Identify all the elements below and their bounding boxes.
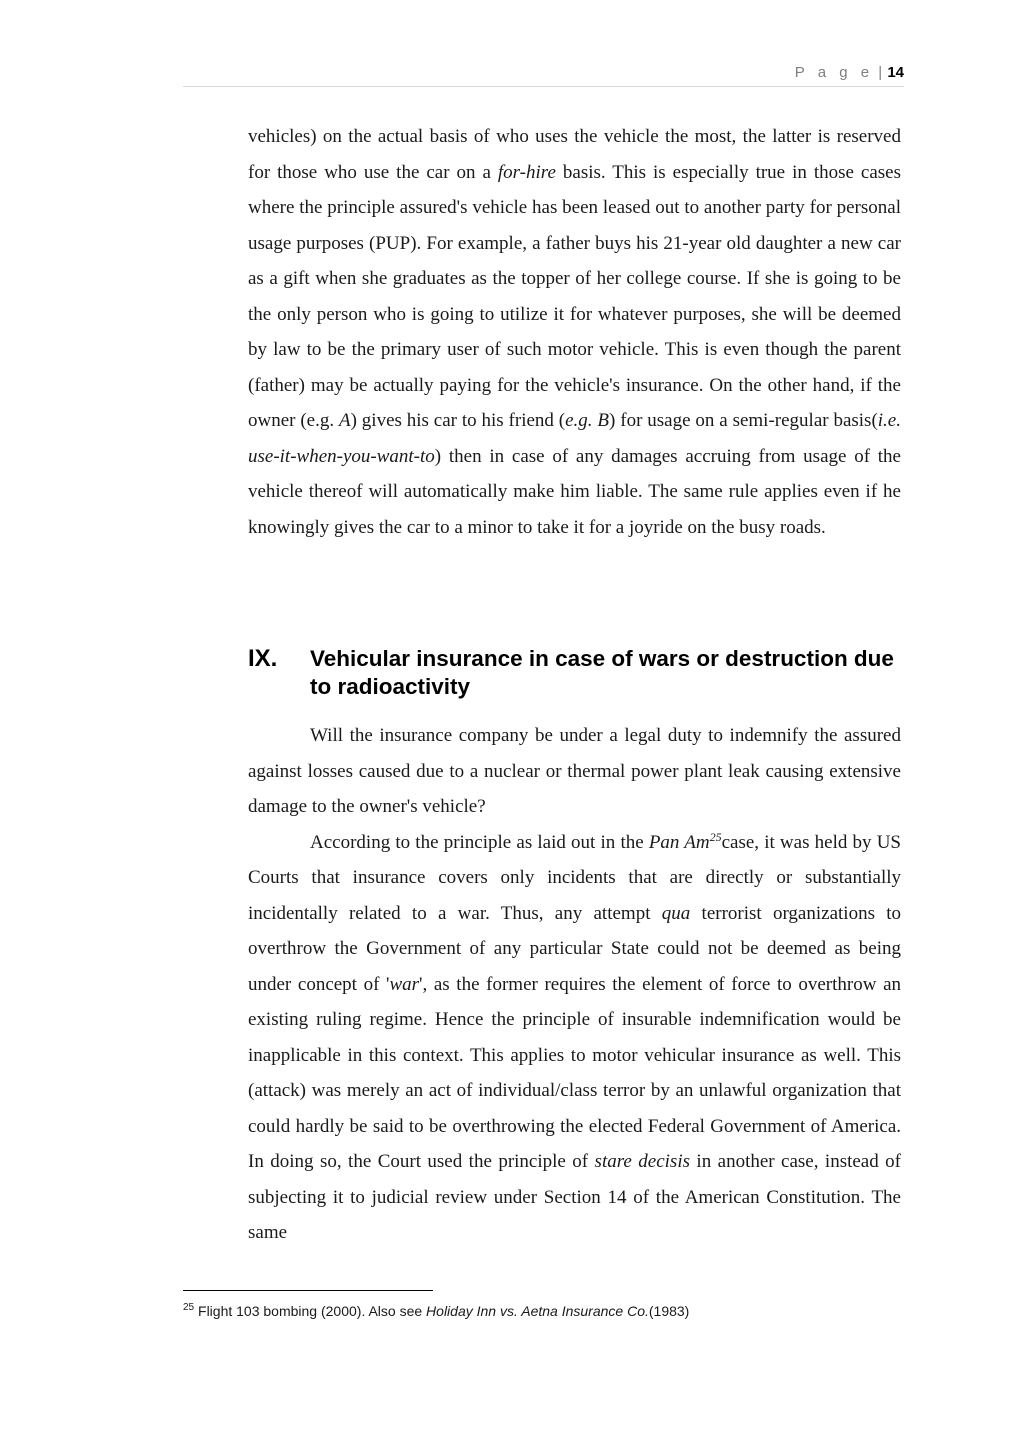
- footnote: $^{25}$ Flight 103 bombing (2000). Also see Holiday Inn vs. Aetna Insurance Co.(1983): [183, 1302, 690, 1319]
- page-number-label: P a g e | 14: [794, 64, 904, 81]
- section-heading: [248, 645, 908, 701]
- footnote-divider: [183, 1290, 433, 1291]
- page-number: 14: [887, 64, 904, 81]
- paragraph: Will the insurance company be under a legal duty to indemnify the assured against losses caused due to a nuclear or thermal power plant leak causing extensive damage to the owner's vehicle?: [248, 725, 901, 817]
- body-text-section-ix: [248, 718, 901, 1251]
- footnote-marker: 25: [183, 1302, 195, 1313]
- page-header: [183, 60, 904, 87]
- footnote-reference[interactable]: 25: [709, 829, 722, 844]
- section-number: IX.: [248, 645, 278, 672]
- body-text-intro: [248, 119, 901, 545]
- paragraph: vehicles) on the actual basis of who uses the vehicle the most, the latter is reserved for those who use the car on a for-hire basis. This is especially true in those cases where the principle assured's vehicle has been leased out to another party for personal usage purposes (PUP). For example, a father buys his 21-year old daughter a new car as a gift when she graduates as the topper of her college course. If she is going to be the only person who is going to utilize it for whatever purposes, she will be deemed by law to be the primary user of such motor vehicle. This is even though the parent (father) may be actually paying for the vehicle's insurance. On the other hand, if the owner (e.g. A) gives his car to his friend (e.g. B) for usage on a semi-regular basis(i.e. use-it-when-you-want-to) then in case of any damages accruing from usage of the vehicle thereof will automatically make him liable. The same rule applies even if he knowingly gives the car to a minor to take it for a joyride on the busy roads.: [248, 126, 901, 538]
- section-title: Vehicular insurance in case of wars or destruction due to radioactivity: [310, 646, 894, 699]
- paragraph: According to the principle as laid out in the Pan Am$^{25}$case, it was held by US Courts that insurance covers only incidents that are directly or substantially incidentally related to a war. Thus, any attempt qua terrorist organizations to overthrow the Government of any particular State could not be deemed as being under concept of 'war', as the former requires the element of force to overthrow an existing ruling regime. Hence the principle of insurable indemnification would be inapplicable in this context. This applies to motor vehicular insurance as well. This (attack) was merely an act of individual/class terror by an unlawful organization that could hardly be said to be overthrowing the elected Federal Government of America. In doing so, the Court used the principle of stare decisis in another case, instead of subjecting it to judicial review under Section 14 of the American Constitution. The same: [248, 829, 902, 1243]
